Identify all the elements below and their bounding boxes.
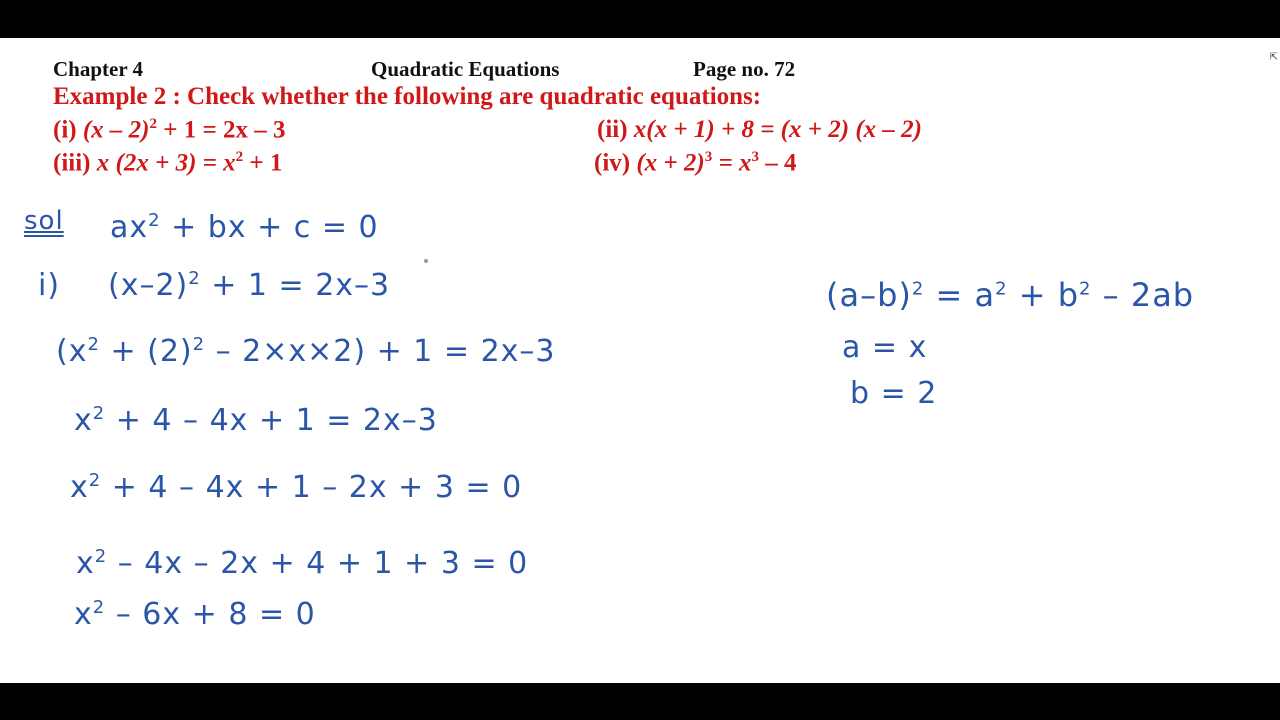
question-number: (iii) bbox=[53, 149, 91, 177]
b-equals-note: b = 2 bbox=[850, 376, 938, 411]
a-equals-note: a = x bbox=[842, 330, 928, 365]
general-form-rest: + bx + c = 0 bbox=[160, 210, 379, 245]
question-expression: x (2x + 3) = x bbox=[96, 149, 236, 177]
chapter-title: Quadratic Equations bbox=[371, 57, 560, 81]
question-expression: (x + 2) bbox=[636, 149, 705, 177]
question-expression-tail: – 4 bbox=[759, 149, 797, 177]
solution-line-3 bbox=[74, 403, 438, 438]
question-iv bbox=[594, 149, 797, 177]
expr-rest: – 6x + 8 = 0 bbox=[105, 597, 316, 632]
stray-dot bbox=[424, 259, 428, 263]
part-label: i) bbox=[38, 268, 61, 303]
question-ii bbox=[597, 116, 922, 144]
question-number: (i) bbox=[53, 116, 77, 144]
expr-rest: + 4 – 4x + 1 – 2x + 3 = 0 bbox=[101, 470, 523, 505]
question-iii bbox=[53, 149, 282, 177]
exponent: 2 bbox=[88, 470, 102, 491]
sol-label: sol bbox=[24, 206, 64, 236]
identity-note bbox=[826, 276, 1194, 314]
identity-lhs: (a–b) bbox=[826, 276, 912, 314]
general-form bbox=[110, 210, 379, 245]
solution-line-4 bbox=[70, 470, 522, 505]
expr-part: x bbox=[74, 403, 93, 438]
exponent: 2 bbox=[235, 149, 244, 165]
exponent: 3 bbox=[704, 149, 713, 165]
exponent: 2 bbox=[92, 403, 106, 424]
exponent: 2 bbox=[995, 278, 1008, 300]
exponent: 2 bbox=[192, 334, 206, 355]
exponent: 2 bbox=[1079, 278, 1092, 300]
question-number: (iv) bbox=[594, 149, 631, 177]
expr-rest: – 4x – 2x + 4 + 1 + 3 = 0 bbox=[107, 546, 529, 581]
exponent: 2 bbox=[92, 597, 106, 618]
worksheet-page bbox=[0, 38, 1280, 683]
expr-rest: + 1 = 2x–3 bbox=[200, 268, 391, 303]
solution-line-1 bbox=[108, 268, 390, 303]
question-expression-rest: + 1 = 2x – 3 bbox=[157, 116, 286, 144]
question-expression: x(x + 1) + 8 = (x + 2) (x – 2) bbox=[633, 116, 922, 143]
expr-mid: + (2) bbox=[99, 334, 193, 369]
chapter-label: Chapter 4 bbox=[53, 57, 144, 81]
expr-part: x bbox=[76, 546, 95, 581]
question-number: (ii) bbox=[597, 116, 628, 143]
solution-line-6 bbox=[74, 597, 316, 632]
identity-a: = a bbox=[924, 276, 996, 314]
page-number: Page no. 72 bbox=[693, 57, 796, 81]
exponent: 2 bbox=[148, 210, 161, 231]
example-heading: Example 2 : Check whether the following are quadratic equations: bbox=[53, 83, 762, 110]
expr-rest: – 2×x×2) + 1 = 2x–3 bbox=[205, 334, 556, 369]
question-expression-rest: + 1 bbox=[243, 149, 283, 177]
general-form-a: ax bbox=[110, 210, 149, 245]
question-i bbox=[53, 116, 286, 144]
identity-b: + b bbox=[1007, 276, 1080, 314]
identity-rest: – 2ab bbox=[1091, 276, 1195, 314]
exponent: 3 bbox=[751, 149, 760, 165]
exponent: 2 bbox=[149, 116, 158, 132]
expr-part: (x bbox=[56, 334, 88, 369]
question-expression-rest: = x bbox=[712, 149, 752, 177]
expr-part: x bbox=[70, 470, 89, 505]
cursor-icon: ⇱ bbox=[1269, 52, 1278, 63]
exponent: 2 bbox=[87, 334, 100, 355]
expr-rest: + 4 – 4x + 1 = 2x–3 bbox=[105, 403, 438, 438]
expr-part: (x–2) bbox=[108, 268, 189, 303]
solution-line-5 bbox=[76, 546, 528, 581]
solution-line-2 bbox=[56, 334, 556, 369]
question-expression: (x – 2) bbox=[82, 116, 150, 144]
exponent: 2 bbox=[188, 268, 201, 289]
expr-part: x bbox=[74, 597, 93, 632]
exponent: 2 bbox=[94, 546, 108, 567]
exponent: 2 bbox=[911, 278, 925, 300]
